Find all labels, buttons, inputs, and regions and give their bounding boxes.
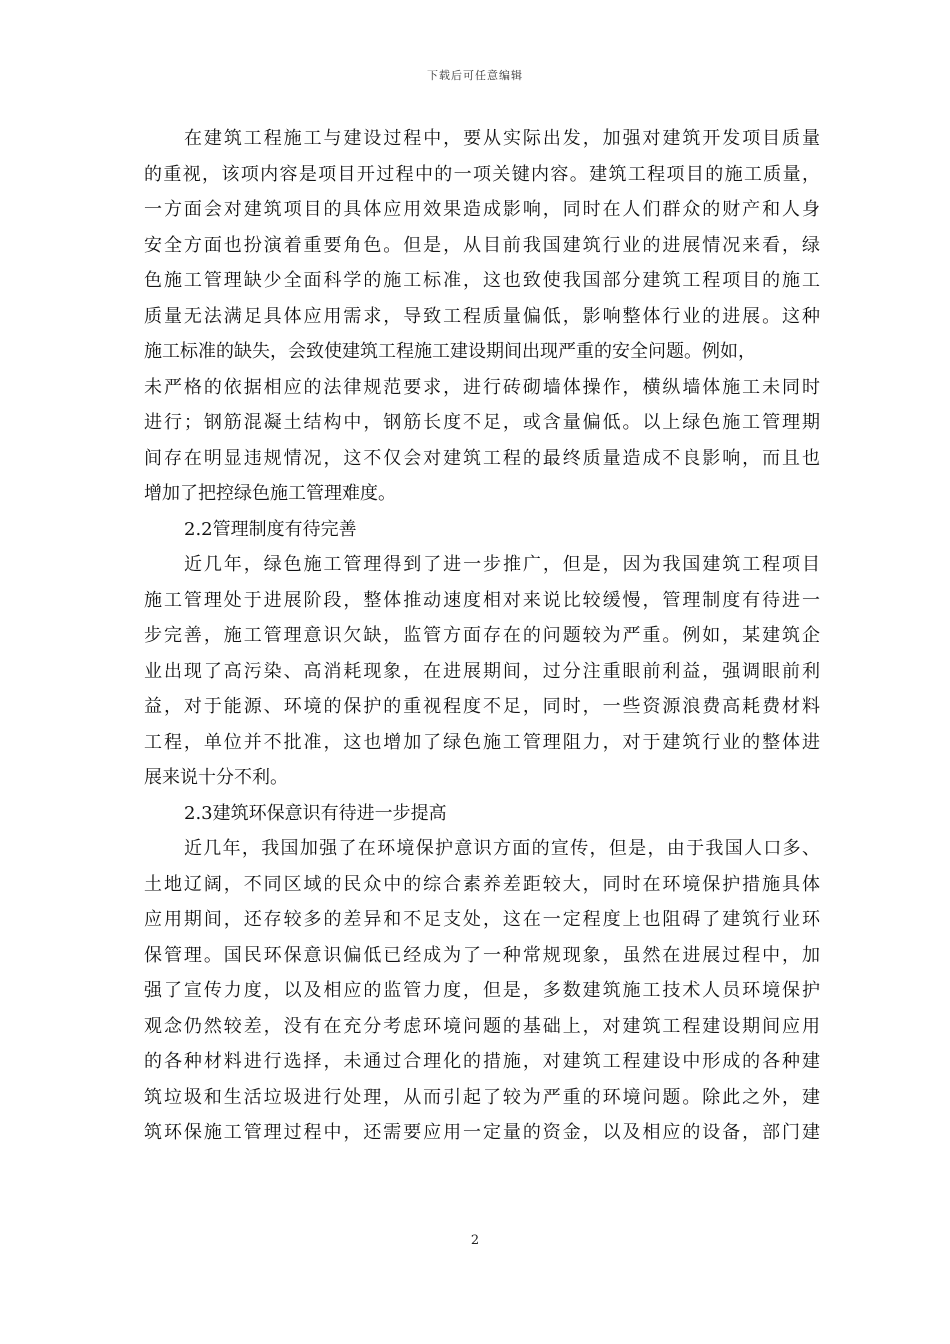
text-line: 未严格的依据相应的法律规范要求，进行砖砌墙体操作，横纵墙体施工未同时	[144, 376, 820, 398]
text-line: 筑环保施工管理过程中，还需要应用一定量的资金，以及相应的设备，部门建	[144, 1122, 820, 1143]
text-line: 筑垃圾和生活垃圾进行处理，从而引起了较为严重的环境问题。除此之外，建	[144, 1086, 820, 1108]
text-line: 进行；钢筋混凝土结构中，钢筋长度不足，或含量偏低。以上绿色施工管理期	[144, 412, 820, 433]
text-line: 的各种材料进行选择，未通过合理化的措施，对建筑工程建设中形成的各种建	[144, 1051, 820, 1072]
text-line: 施工标准的缺失，会致使建筑工程施工建设期间出现严重的安全问题。例如，	[144, 341, 756, 362]
text-line: 2.2管理制度有待完善	[184, 518, 357, 540]
text-line: 近几年，我国加强了在环境保护意识方面的宣传，但是，由于我国人口多、	[184, 838, 820, 859]
text-line: 增加了把控绿色施工管理难度。	[144, 483, 396, 504]
text-line: 步完善，施工管理意识欠缺，监管方面存在的问题较为严重。例如，某建筑企	[144, 625, 820, 646]
text-line: 保管理。国民环保意识偏低已经成为了一种常规现象，虽然在进展过程中，加	[144, 944, 820, 966]
text-line: 安全方面也扮演着重要角色。但是，从目前我国建筑行业的进展情况来看，绿	[144, 234, 820, 256]
text-line: 工程，单位并不批准，这也增加了绿色施工管理阻力，对于建筑行业的整体进	[144, 731, 820, 753]
text-line: 近几年，绿色施工管理得到了进一步推广，但是，因为我国建筑工程项目	[184, 554, 820, 575]
header-note: 下载后可任意编辑	[427, 69, 523, 82]
text-line: 展来说十分不利。	[144, 767, 288, 788]
text-line: 益，对于能源、环境的保护的重视程度不足，同时，一些资源浪费高耗费材料	[144, 696, 820, 717]
text-line: 的重视，该项内容是项目开过程中的一项关键内容。建筑工程项目的施工质量，	[144, 163, 820, 185]
text-line: 强了宣传力度，以及相应的监管力度，但是，多数建筑施工技术人员环境保护	[144, 980, 820, 1001]
text-line: 一方面会对建筑项目的具体应用效果造成影响，同时在人们群众的财产和人身	[144, 199, 820, 220]
text-line: 应用期间，还存较多的差异和不足支处，这在一定程度上也阻碍了建筑行业环	[144, 909, 820, 930]
text-line: 业出现了高污染、高消耗现象，在进展期间，过分注重眼前利益，强调眼前利	[144, 660, 820, 682]
text-line: 2.3建筑环保意识有待进一步提高	[184, 802, 447, 824]
text-line: 观念仍然较差，没有在充分考虑环境问题的基础上，对建筑工程建设期间应用	[144, 1015, 820, 1037]
text-line: 间存在明显违规情况，这不仅会对建筑工程的最终质量造成不良影响，而且也	[144, 447, 820, 469]
text-line: 施工管理处于进展阶段，整体推动速度相对来说比较缓慢，管理制度有待进一	[144, 589, 820, 611]
text-line: 色施工管理缺少全面科学的施工标准，这也致使我国部分建筑工程项目的施工	[144, 270, 820, 291]
text-line: 在建筑工程施工与建设过程中，要从实际出发，加强对建筑开发项目质量	[184, 128, 820, 149]
text-line: 质量无法满足具体应用需求，导致工程质量偏低，影响整体行业的进展。这种	[144, 305, 820, 327]
page-number: 2	[470, 1233, 480, 1248]
text-line: 土地辽阔，不同区域的民众中的综合素养差距较大，同时在环境保护措施具体	[144, 873, 820, 895]
document-body	[144, 121, 820, 1151]
